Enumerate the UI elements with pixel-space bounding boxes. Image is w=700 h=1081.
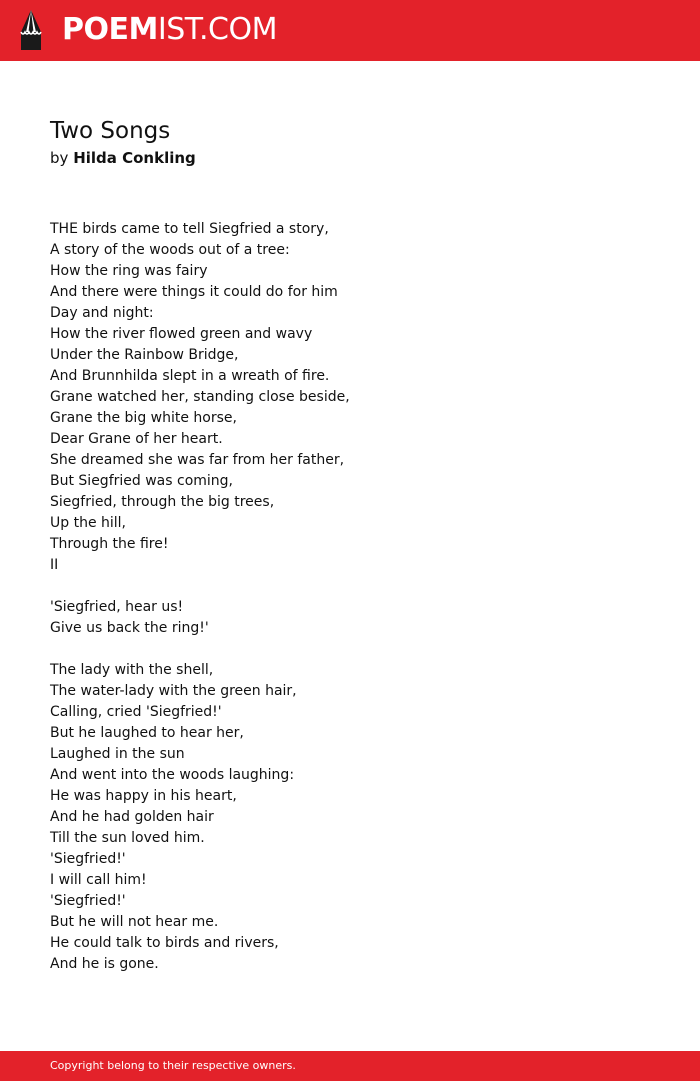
poem-line: But he laughed to hear her, xyxy=(50,725,244,741)
poem-line: A story of the woods out of a tree: xyxy=(50,242,290,258)
poem-line: 'Siegfried!' xyxy=(50,893,126,909)
poem-line: And went into the woods laughing: xyxy=(50,767,295,783)
stanza-break xyxy=(50,639,650,660)
poem-line: THE birds came to tell Siegfried a story, xyxy=(50,221,329,237)
poem-line: And Brunnhilda slept in a wreath of fire. xyxy=(50,368,330,384)
author-link[interactable]: Hilda Conkling xyxy=(73,149,196,167)
poem-line: He could talk to birds and rivers, xyxy=(50,935,279,951)
poem-line: And there were things it could do for him xyxy=(50,284,338,300)
poem-line: But he will not hear me. xyxy=(50,914,219,930)
stanza-break xyxy=(50,576,650,597)
poem-line: Grane watched her, standing close beside, xyxy=(50,389,350,405)
poem-line: And he is gone. xyxy=(50,956,159,972)
poem-line: Up the hill, xyxy=(50,515,127,531)
poem-line: She dreamed she was far from her father, xyxy=(50,452,345,468)
poem-line: The water-lady with the green hair, xyxy=(50,683,297,699)
pen-nib-icon[interactable] xyxy=(16,8,46,52)
logo-bold-text: POEM xyxy=(62,12,158,47)
poem-line: Calling, cried 'Siegfried!' xyxy=(50,704,222,720)
poem-line: Siegfried, through the big trees, xyxy=(50,494,275,510)
poem-line: How the ring was fairy xyxy=(50,263,208,279)
poem-body xyxy=(50,219,650,975)
poem-line: But Siegfried was coming, xyxy=(50,473,233,489)
poem-line: Laughed in the sun xyxy=(50,746,185,762)
poem-line: Dear Grane of her heart. xyxy=(50,431,223,447)
poem-line: Day and night: xyxy=(50,305,154,321)
poem-line: 'Siegfried, hear us! xyxy=(50,599,184,615)
site-logo[interactable] xyxy=(62,12,277,48)
poem-line: Till the sun loved him. xyxy=(50,830,205,846)
poem-line: Through the fire! xyxy=(50,536,169,552)
site-footer xyxy=(0,1051,700,1081)
logo-light-text: IST.COM xyxy=(157,12,277,47)
poem-line: How the river flowed green and wavy xyxy=(50,326,313,342)
poem-line: The lady with the shell, xyxy=(50,662,214,678)
poem-line: He was happy in his heart, xyxy=(50,788,237,804)
poem-line: II xyxy=(50,557,59,573)
poem-title: Two Songs xyxy=(50,118,171,144)
by-label: by xyxy=(50,149,69,167)
poem-line: 'Siegfried!' xyxy=(50,851,126,867)
poem-line: I will call him! xyxy=(50,872,147,888)
poem-line: Give us back the ring!' xyxy=(50,620,209,636)
site-header xyxy=(0,0,700,61)
copyright-text: Copyright belong to their respective owners. xyxy=(50,1059,296,1072)
byline xyxy=(50,148,196,169)
poem-line: Grane the big white horse, xyxy=(50,410,237,426)
poem-line: And he had golden hair xyxy=(50,809,214,825)
poem-line: Under the Rainbow Bridge, xyxy=(50,347,239,363)
